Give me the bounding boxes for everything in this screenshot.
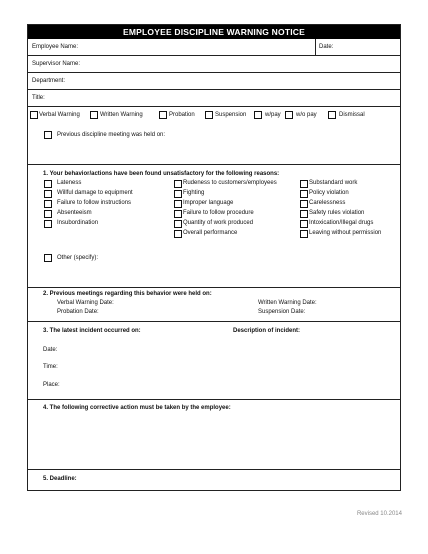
section-2-heading: 2. Previous meetings regarding this behavior were held on: xyxy=(43,291,212,297)
previous-meeting-checkbox[interactable] xyxy=(44,131,52,139)
written-warning-label: Written Warning xyxy=(100,112,143,118)
incident-place-label: Place: xyxy=(43,382,60,388)
without-pay-label: w/o pay xyxy=(296,112,317,118)
reason-checkbox[interactable] xyxy=(174,210,182,218)
probation-checkbox[interactable] xyxy=(159,111,167,119)
section-3-heading: 3. The latest incident occurred on: xyxy=(43,328,141,334)
reason-checkbox[interactable] xyxy=(300,230,308,238)
reason-label: Carelessness xyxy=(309,200,346,206)
section-1 xyxy=(28,165,400,288)
reason-label: Policy violation xyxy=(309,190,349,196)
reason-checkbox[interactable] xyxy=(44,190,52,198)
reason-checkbox[interactable] xyxy=(174,230,182,238)
reason-checkbox[interactable] xyxy=(174,220,182,228)
dismissal-label: Dismissal xyxy=(339,112,365,118)
department-label: Department: xyxy=(32,78,66,84)
written-warning-date-label: Written Warning Date: xyxy=(258,300,317,306)
probation-label: Probation xyxy=(169,112,195,118)
reason-label: Failure to follow procedure xyxy=(183,210,254,216)
discipline-form xyxy=(27,24,401,491)
incident-date-label: Date: xyxy=(43,347,58,353)
section-4-heading: 4. The following corrective action must be taken by the employee: xyxy=(43,405,231,411)
reason-checkbox[interactable] xyxy=(174,200,182,208)
suspension-date-label: Suspension Date: xyxy=(258,309,306,315)
reason-label: Failure to follow instructions xyxy=(57,200,132,206)
reason-checkbox[interactable] xyxy=(174,180,182,188)
supervisor-row xyxy=(28,56,400,73)
reason-checkbox[interactable] xyxy=(300,190,308,198)
reason-checkbox[interactable] xyxy=(300,210,308,218)
other-reason-checkbox[interactable] xyxy=(44,254,52,262)
reason-label: Intoxication/Illegal drugs xyxy=(309,220,374,226)
suspension-checkbox[interactable] xyxy=(205,111,213,119)
incident-description-label: Description of incident: xyxy=(233,328,301,334)
reason-checkbox[interactable] xyxy=(174,190,182,198)
supervisor-name-label: Supervisor Name: xyxy=(32,61,81,67)
form-title: EMPLOYEE DISCIPLINE WARNING NOTICE xyxy=(28,25,400,39)
reason-checkbox[interactable] xyxy=(300,220,308,228)
with-pay-label: w/pay xyxy=(265,112,281,118)
section-3 xyxy=(28,322,400,400)
reason-checkbox[interactable] xyxy=(44,200,52,208)
warning-type-row xyxy=(28,107,400,124)
verbal-warning-label: Verbal Warning xyxy=(39,112,80,118)
previous-meeting-row xyxy=(28,124,400,165)
reason-label: Rudeness to customers/employees xyxy=(183,180,277,186)
reason-checkbox[interactable] xyxy=(44,210,52,218)
reason-label: Safety rules violation xyxy=(309,210,365,216)
reason-label: Insubordination xyxy=(57,220,99,226)
reason-checkbox[interactable] xyxy=(44,220,52,228)
verbal-warning-date-label: Verbal Warning Date: xyxy=(57,300,114,306)
incident-time-label: Time: xyxy=(43,364,58,370)
divider xyxy=(315,39,316,56)
suspension-label: Suspension xyxy=(215,112,247,118)
section-1-heading: 1. Your behavior/actions have been found unsatisfactory for the following reasons: xyxy=(43,171,280,177)
employee-name-label: Employee Name: xyxy=(32,44,79,50)
section-2 xyxy=(28,288,400,322)
reason-checkbox[interactable] xyxy=(44,180,52,188)
with-pay-checkbox[interactable] xyxy=(254,111,262,119)
title-label: Title: xyxy=(32,95,45,101)
section-5 xyxy=(28,470,400,491)
previous-meeting-label: Previous discipline meeting was held on: xyxy=(57,132,166,138)
reason-label: Lateness xyxy=(57,180,82,186)
reason-checkbox[interactable] xyxy=(300,200,308,208)
reason-label: Quantity of work produced xyxy=(183,220,254,226)
reason-label: Overall performance xyxy=(183,230,238,236)
title-row xyxy=(28,90,400,107)
other-reason-label: Other (specify): xyxy=(57,255,99,261)
reason-label: Leaving without permission xyxy=(309,230,382,236)
reason-label: Absenteeism xyxy=(57,210,92,216)
department-row xyxy=(28,73,400,90)
without-pay-checkbox[interactable] xyxy=(285,111,293,119)
section-5-heading: 5. Deadline: xyxy=(43,476,77,482)
verbal-warning-checkbox[interactable] xyxy=(30,111,38,119)
revision-note: Revised 10.2014 xyxy=(356,511,402,517)
reason-label: Willful damage to equipment xyxy=(57,190,133,196)
reason-label: Substandard work xyxy=(309,180,358,186)
reason-checkbox[interactable] xyxy=(300,180,308,188)
section-4 xyxy=(28,400,400,470)
dismissal-checkbox[interactable] xyxy=(328,111,336,119)
employee-row xyxy=(28,39,400,56)
written-warning-checkbox[interactable] xyxy=(90,111,98,119)
reason-label: Fighting xyxy=(183,190,205,196)
probation-date-label: Probation Date: xyxy=(57,309,99,315)
reason-label: Improper language xyxy=(183,200,234,206)
date-label: Date: xyxy=(319,44,334,50)
